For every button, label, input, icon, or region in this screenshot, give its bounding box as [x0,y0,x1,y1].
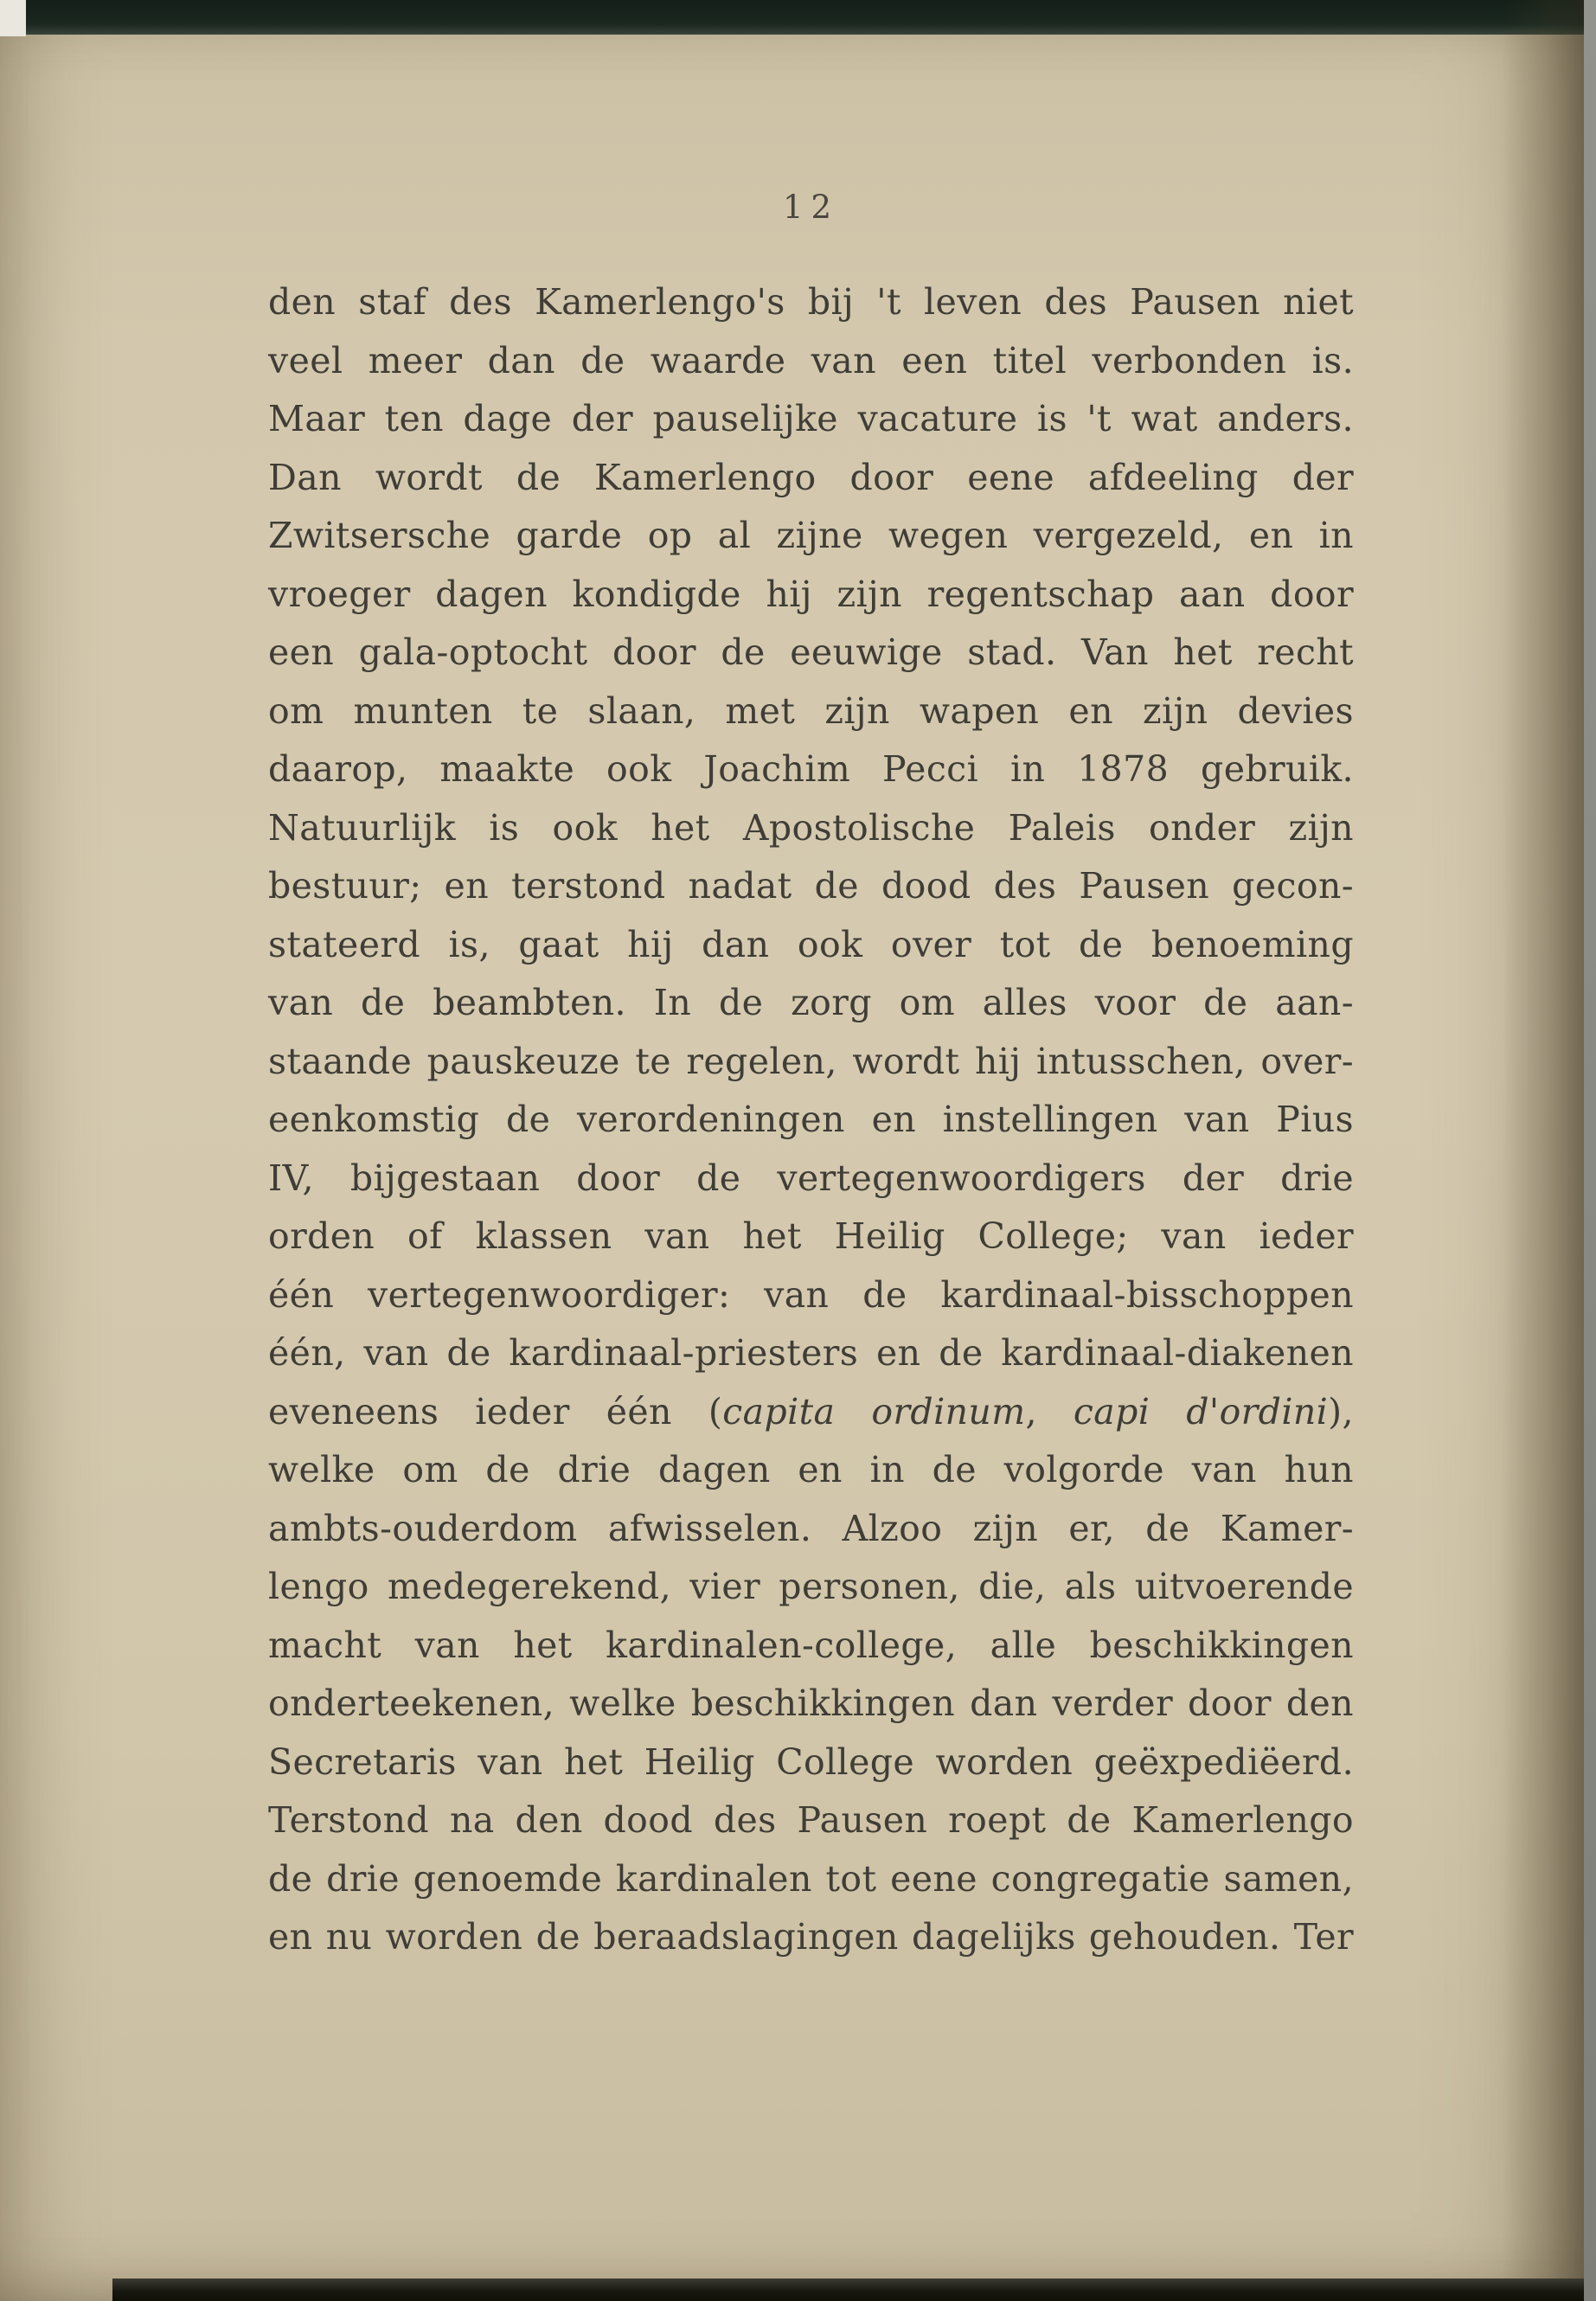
text-line: den staf des Kamerlengo's bij 't leven des Pausen niet [268,281,1354,323]
text-line: macht van het kardinalen-college, alle beschikkingen [268,1624,1354,1666]
text-line: vroeger dagen kondigde hij zijn regentschap aan door [268,573,1354,615]
text-line: IV, bijgestaan door de vertegenwoordigers der drie [268,1157,1354,1199]
page-number: 12 [782,189,840,226]
page-curve-shadow [1502,0,1584,2301]
text-line: staande pauskeuze te regelen, wordt hij intusschen, over- [268,1040,1354,1082]
text-line: eenkomstig de verordeningen en instellingen van Pius [268,1099,1354,1140]
text-line: welke om de drie dagen en in de volgorde van hun [268,1449,1354,1490]
text-line: om munten te slaan, met zijn wapen en zijn devies [268,689,1354,732]
text-line: onderteekenen, welke beschikkingen dan verder door den [268,1682,1354,1724]
text-line: Terstond na den dood des Pausen roept de Kamerlengo [268,1799,1354,1841]
book-top-edge [26,0,1596,35]
text-line: veel meer dan de waarde van een titel verbonden is. [268,339,1354,381]
text-line: orden of klassen van het Heilig College; van ieder [268,1215,1354,1257]
text-line: Maar ten dage der pauselijke vacature is 't wat anders. [268,398,1354,439]
text-line: een gala-optocht door de eeuwige stad. Van het recht [268,631,1354,673]
text-line: van de beambten. In de zorg om alles voor de aan- [268,982,1354,1023]
text-line: één, van de kardinaal-priesters en de kardinaal-diakenen [268,1332,1354,1374]
scan-right-edge [1584,0,1596,2301]
text-line: één vertegenwoordiger: van de kardinaal-bisschoppen [268,1273,1354,1316]
book-bottom-edge [112,2279,1584,2301]
text-line: daarop, maakte ook Joachim Pecci in 1878 gebruik. [268,748,1354,790]
text-line: stateerd is, gaat hij dan ook over tot de benoeming [268,923,1354,965]
text-line: Zwitsersche garde op al zijne wegen vergezeld, en in [268,515,1354,556]
text-line: Dan wordt de Kamerlengo door eene afdeeling der [268,456,1354,498]
text-line: ambts-ouderdom afwisselen. Alzoo zijn er, de Kamer- [268,1507,1354,1549]
text-line: eveneens ieder één (capita ordinum, capi d'ordini), [268,1390,1354,1433]
text-line: de drie genoemde kardinalen tot eene congregatie samen, [268,1857,1354,1900]
text-line: Natuurlijk is ook het Apostolische Paleis onder zijn [268,806,1354,849]
page-body [268,273,1354,1967]
text-line: Secretaris van het Heilig College worden geëxpediëerd. [268,1740,1354,1783]
text-line: en nu worden de beraadslagingen dagelijks gehouden. Ter [268,1916,1354,1958]
scan-corner-artifact [0,0,26,36]
text-line: bestuur; en terstond nadat de dood des Pausen gecon- [268,865,1354,907]
text-line: lengo medegerekend, vier personen, die, als uitvoerende [268,1566,1354,1607]
